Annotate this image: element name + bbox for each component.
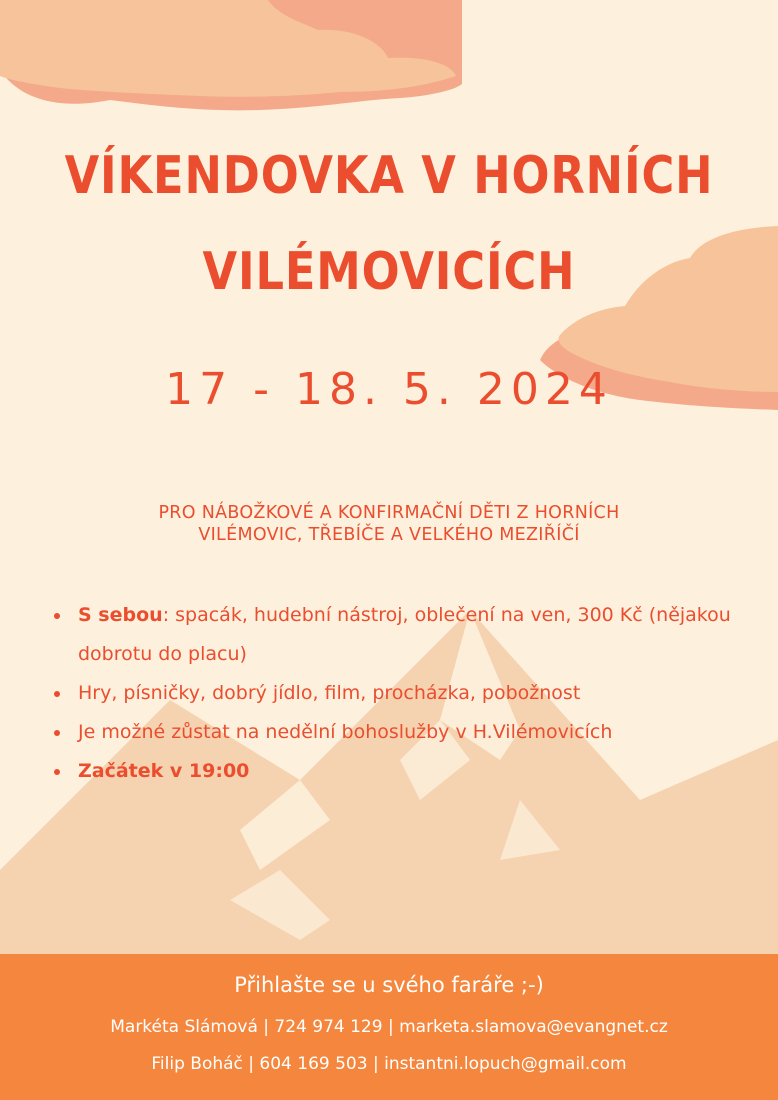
list-item-bold: S sebou bbox=[78, 604, 163, 626]
event-date: 17 - 18. 5. 2024 bbox=[165, 364, 613, 415]
footer bbox=[0, 954, 778, 1100]
page-title bbox=[54, 128, 723, 320]
list-item-text: Je možné zůstat na nedělní bohoslužby v H.Vilémovicích bbox=[78, 721, 613, 743]
registration-note: Přihlašte se u svého faráře ;-) bbox=[234, 973, 544, 997]
list-item-text: : spacák, hudební nástroj, oblečení na ven, 300 Kč (nějakou dobrotu do placu) bbox=[78, 604, 731, 665]
subtitle-line-1: PRO NÁBOŽKOVÉ A KONFIRMAČNÍ DĚTI Z HORNÍCH bbox=[158, 503, 620, 523]
list-item bbox=[52, 596, 732, 674]
info-list bbox=[52, 596, 732, 791]
subtitle-line-2: VILÉMOVIC, TŘEBÍČE A VELKÉHO MEZIŘÍČÍ bbox=[198, 525, 580, 545]
list-item-text: Hry, písničky, dobrý jídlo, film, procházka, pobožnost bbox=[78, 682, 581, 704]
list-item bbox=[52, 752, 732, 791]
audience-subtitle bbox=[60, 502, 718, 546]
title-line-2: VILÉMOVICÍCH bbox=[202, 242, 576, 302]
contact-line-2: Filip Boháč | 604 169 503 | instantni.lopuch@gmail.com bbox=[151, 1054, 627, 1074]
title-line-1: VÍKENDOVKA V HORNÍCH bbox=[64, 146, 714, 206]
list-item-bold: Začátek v 19:00 bbox=[78, 760, 250, 782]
list-item bbox=[52, 713, 732, 752]
cloud-top-left-icon bbox=[0, 0, 462, 110]
contact-line-1: Markéta Slámová | 724 974 129 | marketa.slamova@evangnet.cz bbox=[110, 1017, 668, 1037]
list-item bbox=[52, 674, 732, 713]
